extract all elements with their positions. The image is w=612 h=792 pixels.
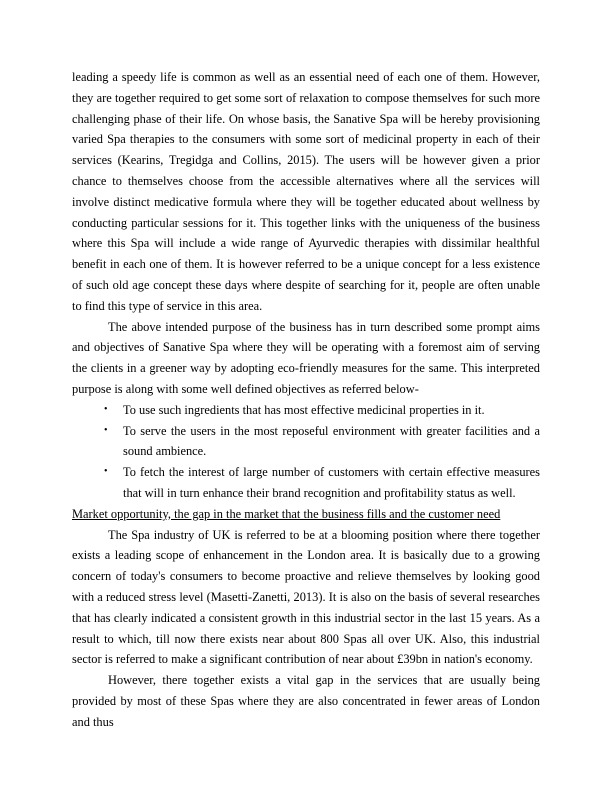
objectives-list xyxy=(72,400,540,504)
list-item-text: To use such ingredients that has most effective medicinal properties in it. xyxy=(123,402,485,417)
bullet-icon: • xyxy=(104,466,108,478)
section-heading: Market opportunity, the gap in the market that the business fills and the customer need xyxy=(72,506,501,521)
gap-paragraph: However, there together exists a vital gap in the services that are usually being provided by most of these Spas where they are also concentrated in fewer areas of London and thus xyxy=(72,673,540,729)
list-item xyxy=(72,421,540,463)
document-page xyxy=(72,67,540,733)
bullet-icon: • xyxy=(104,403,108,415)
bullet-icon: • xyxy=(104,424,108,436)
market-paragraph: The Spa industry of UK is referred to be at a blooming position where there together exists a leading scope of enhancement in the London area. It is basically due to a growing concern of today's consumers to become proactive and relieve themselves by looking good with a reduced stress level (Masetti-Zanetti, 2013). It is also on the basis of several researches that has clearly indicated a consistent growth in this industrial sector in the last 15 years. As a result to which, till now there exists near about 800 Spas all over UK. Also, this industrial sector is referred to make a significant contribution of near about £39bn in nation's economy. xyxy=(72,527,540,667)
intro-paragraph: leading a speedy life is common as well as an essential need of each one of them. However, they are together required to get some sort of relaxation to compose themselves for such more challenging phase of their life. On whose basis, the Sanative Spa will be hereby provisioning varied Spa therapies to the consumers with some sort of medicinal property in each of their services (Kearins, Tregidga and Collins, 2015). The users will be however given a prior chance to themselves choose from the accessible alternatives where all the services will involve distinct medicative formula where they will be together educated about wellness by conducting particular sessions for it. This together links with the uniqueness of the business where this Spa will include a wide range of Ayurvedic therapies with dissimilar healthful benefit in each one of them. It is however referred to be a unique concept for a less existence of such old age concept these days where despite of searching for it, people are often unable to find this type of service in this area. xyxy=(72,70,540,313)
list-item xyxy=(72,462,540,504)
list-item-text: To fetch the interest of large number of customers with certain effective measures that will in turn enhance their brand recognition and profitability status as well. xyxy=(123,465,540,500)
purpose-paragraph: The above intended purpose of the business has in turn described some prompt aims and objectives of Sanative Spa where they will be operating with a foremost aim of serving the clients in a greener way by adopting eco-friendly measures for the same. This interpreted purpose is along with some well defined objectives as referred below- xyxy=(72,319,540,396)
list-item xyxy=(72,400,540,421)
list-item-text: To serve the users in the most reposeful environment with greater facilities and a sound ambience. xyxy=(123,423,540,459)
